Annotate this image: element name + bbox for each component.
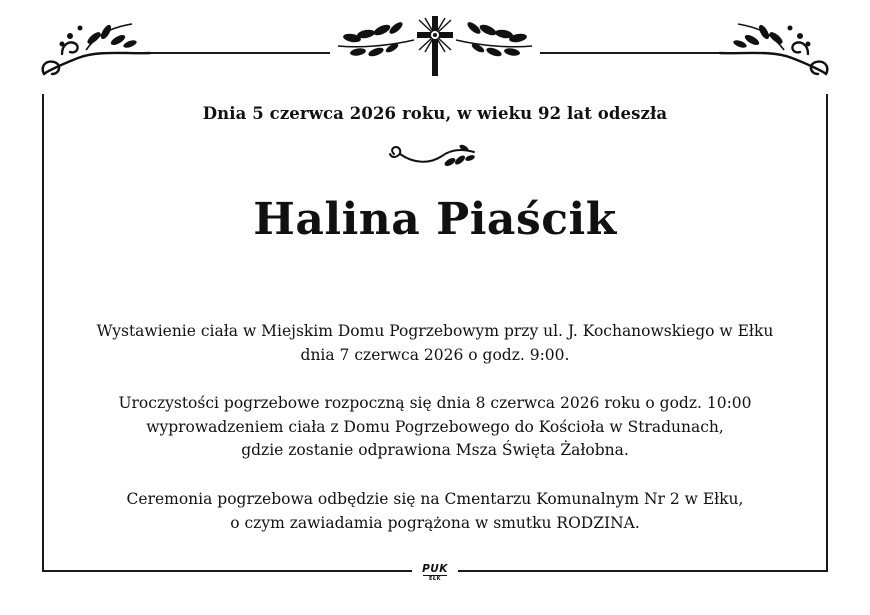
corner-swirl-right-icon: [714, 14, 834, 86]
text-line: gdzie zostanie odprawiona Msza Święta Żałobna.: [241, 441, 629, 459]
laurel-left-icon: [336, 18, 416, 58]
divider-swirl-icon: [384, 142, 486, 170]
paragraph-viewing: [40, 320, 830, 367]
text-line: o czym zawiadamia pogrążona w smutku RODZINA.: [230, 513, 640, 532]
paragraph-burial: [40, 488, 830, 535]
frame-top-left-line: [150, 52, 330, 54]
death-announcement-line: Dnia 5 czerwca 2026 roku, w wieku 92 lat odeszła: [202, 104, 668, 123]
corner-swirl-left-icon: [36, 14, 156, 86]
paragraph-ceremony: [40, 392, 830, 463]
text-line: Ceremonia pogrzebowa odbędzie się na Cmentarzu Komunalnym Nr 2 w Ełku,: [126, 490, 744, 508]
frame-bottom-left-line: [42, 570, 412, 572]
frame-bottom-right-line: [458, 570, 828, 572]
laurel-right-icon: [454, 18, 534, 58]
deceased-name: Halina Piaścik: [253, 194, 617, 245]
logo-sub-text: EŁK: [423, 575, 447, 582]
text-line: wyprowadzeniem ciała z Domu Pogrzebowego do Kościoła w Stradunach,: [146, 417, 724, 436]
logo-main-text: PUK: [422, 563, 448, 575]
cross-icon: [413, 14, 457, 78]
text-line: Uroczystości pogrzebowe rozpoczną się dnia 8 czerwca 2026 roku o godz. 10:00: [118, 394, 752, 412]
text-line: dnia 7 czerwca 2026 o godz. 9:00.: [300, 345, 570, 364]
footer-logo: [414, 564, 456, 582]
frame-top-right-line: [540, 52, 720, 54]
text-line: Wystawienie ciała w Miejskim Domu Pogrzebowym przy ul. J. Kochanowskiego w Ełku: [96, 322, 774, 340]
